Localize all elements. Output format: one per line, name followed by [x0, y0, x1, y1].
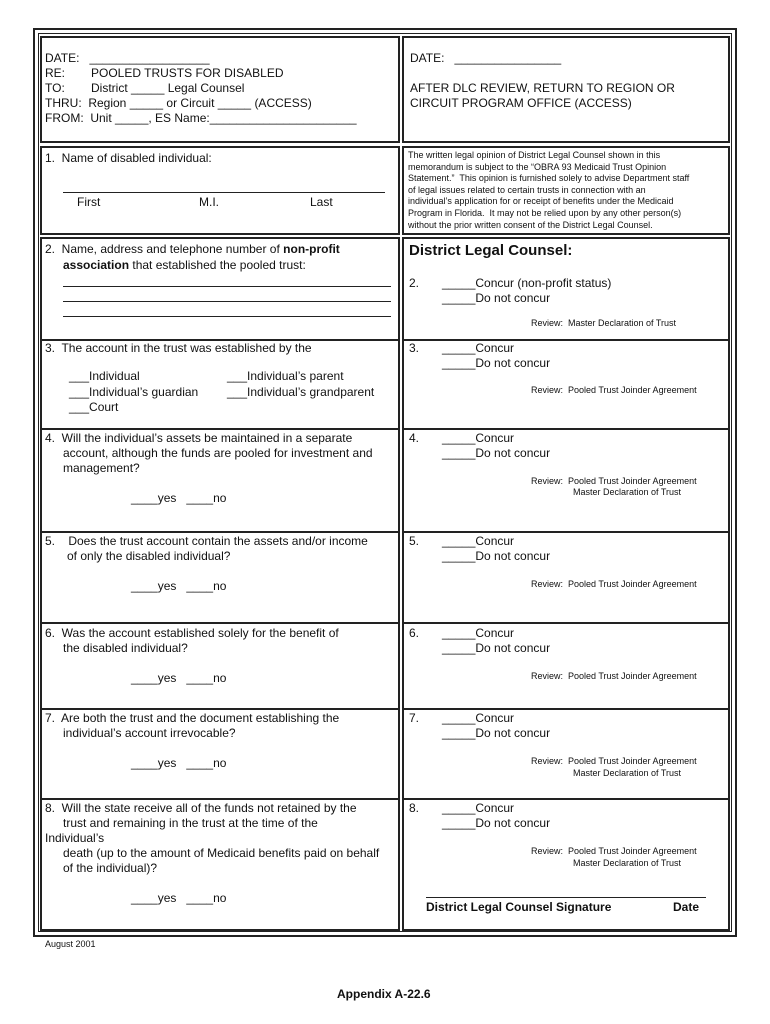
- q3-option: ___Court: [69, 400, 119, 414]
- q5-line2: of only the disabled individual?: [67, 549, 231, 563]
- q8-line1: 8. Will the state receive all of the funds not retained by the: [45, 801, 357, 815]
- r6-concur: _____Concur: [442, 626, 515, 640]
- r5-num: 5.: [409, 534, 420, 548]
- r3-num: 3.: [409, 341, 420, 355]
- disclaimer-line: The written legal opinion of District Legal Counsel shown in this: [408, 150, 661, 160]
- r4-review-2: Master Declaration of Trust: [573, 487, 682, 497]
- q8-line4: death (up to the amount of Medicaid benefits paid on behalf: [63, 846, 380, 860]
- q6-line2: the disabled individual?: [63, 641, 188, 655]
- disclaimer-line: memorandum is subject to the “OBRA 93 Medicaid Trust Opinion: [408, 162, 667, 172]
- q3-text: 3. The account in the trust was established by the: [45, 341, 312, 355]
- r4-num: 4.: [409, 431, 420, 445]
- return-instruction-line2: CIRCUIT PROGRAM OFFICE (ACCESS): [410, 96, 632, 110]
- row-divider: [402, 531, 730, 533]
- row-divider: [402, 428, 730, 430]
- row-divider: [402, 798, 730, 800]
- q2-answer-line: [63, 316, 391, 317]
- q8-line5: of the individual)?: [63, 861, 158, 875]
- header-to-value: District _____ Legal Counsel: [91, 81, 245, 95]
- r6-not-concur: _____Do not concur: [442, 641, 551, 655]
- appendix-label: Appendix A-22.6: [337, 987, 431, 1001]
- q2-answer-line: [63, 301, 391, 302]
- r8-not-concur: _____Do not concur: [442, 816, 551, 830]
- header-right-date: DATE: ________________: [410, 51, 562, 65]
- row-divider: [40, 531, 400, 533]
- r4-review: Review: Pooled Trust Joinder Agreement: [531, 476, 697, 486]
- r7-review: Review: Pooled Trust Joinder Agreement: [531, 756, 697, 766]
- r8-review: Review: Pooled Trust Joinder Agreement: [531, 846, 697, 856]
- r4-not-concur: _____Do not concur: [442, 446, 551, 460]
- footer-date: August 2001: [45, 939, 96, 949]
- q5-yes-no: ____yes ____no: [131, 579, 227, 593]
- q4-yes-no: ____yes ____no: [131, 491, 227, 505]
- q7-line1: 7. Are both the trust and the document establishing the: [45, 711, 340, 725]
- q8-line3: Individual’s: [45, 831, 105, 845]
- r2-concur: _____Concur (non-profit status): [442, 276, 612, 290]
- mi-label: M.I.: [199, 195, 219, 209]
- header-from: FROM: Unit _____, ES Name:______________________: [45, 111, 357, 125]
- r3-concur: _____Concur: [442, 341, 515, 355]
- q2-line2: association that established the pooled trust:: [63, 258, 306, 272]
- q4-line3: management?: [63, 461, 140, 475]
- r7-num: 7.: [409, 711, 420, 725]
- header-re-value: POOLED TRUSTS FOR DISABLED: [91, 66, 284, 80]
- header-to-label: TO:: [45, 81, 65, 95]
- q3-option: ___Individual’s guardian: [69, 385, 199, 399]
- row-divider: [40, 798, 400, 800]
- row-divider: [40, 428, 400, 430]
- r3-review: Review: Pooled Trust Joinder Agreement: [531, 385, 697, 395]
- r5-not-concur: _____Do not concur: [442, 549, 551, 563]
- q7-line2: individual’s account irrevocable?: [63, 726, 236, 740]
- r2-num: 2.: [409, 276, 420, 290]
- header-re-label: RE:: [45, 66, 66, 80]
- q3-option: ___Individual’s parent: [227, 369, 344, 383]
- q8-line2: trust and remaining in the trust at the time of the: [63, 816, 318, 830]
- r2-not-concur: _____Do not concur: [442, 291, 551, 305]
- disclaimer-line: individual’s application for or receipt of benefits under the Medicaid: [408, 196, 674, 206]
- q3-option: ___Individual: [69, 369, 140, 383]
- row-divider: [40, 708, 400, 710]
- signature-label: District Legal Counsel Signature: [426, 900, 612, 914]
- q2-answer-line: [63, 286, 391, 287]
- r8-num: 8.: [409, 801, 420, 815]
- r5-concur: _____Concur: [442, 534, 515, 548]
- header-date: DATE: __________________: [45, 51, 210, 65]
- q1-text: 1. Name of disabled individual:: [45, 151, 212, 165]
- r7-not-concur: _____Do not concur: [442, 726, 551, 740]
- q6-line1: 6. Was the account established solely for the benefit of: [45, 626, 339, 640]
- header-thru: THRU: Region _____ or Circuit _____ (ACCESS): [45, 96, 312, 110]
- r8-review-2: Master Declaration of Trust: [573, 858, 682, 868]
- r8-concur: _____Concur: [442, 801, 515, 815]
- r5-review: Review: Pooled Trust Joinder Agreement: [531, 579, 697, 589]
- r6-num: 6.: [409, 626, 420, 640]
- signature-date-label: Date: [673, 900, 700, 914]
- disclaimer-line: of legal issues related to certain trusts in connection with an: [408, 185, 646, 195]
- disclaimer-line: Program in Florida. It may not be relied upon by any other person(s): [408, 208, 682, 218]
- last-label: Last: [310, 195, 333, 209]
- r6-review: Review: Pooled Trust Joinder Agreement: [531, 671, 697, 681]
- row-divider: [402, 622, 730, 624]
- q5-line1: 5. Does the trust account contain the assets and/or income: [45, 534, 368, 548]
- disclaimer-line: without the prior written consent of the District Legal Counsel.: [408, 220, 653, 230]
- r7-review-2: Master Declaration of Trust: [573, 768, 682, 778]
- q4-line2: account, although the funds are pooled for investment and: [63, 446, 373, 460]
- name-line: [63, 192, 385, 193]
- q4-line1: 4. Will the individual’s assets be maintained in a separate: [45, 431, 353, 445]
- q6-yes-no: ____yes ____no: [131, 671, 227, 685]
- q7-yes-no: ____yes ____no: [131, 756, 227, 770]
- row-divider: [40, 622, 400, 624]
- first-label: First: [77, 195, 101, 209]
- r2-review: Review: Master Declaration of Trust: [531, 318, 677, 328]
- q3-option: ___Individual’s grandparent: [227, 385, 375, 399]
- r7-concur: _____Concur: [442, 711, 515, 725]
- q2-line1: 2. Name, address and telephone number of non-profit: [45, 242, 340, 256]
- dlc-title: District Legal Counsel:: [409, 242, 573, 259]
- q8-yes-no: ____yes ____no: [131, 891, 227, 905]
- signature-line: [426, 897, 706, 898]
- return-instruction-line1: AFTER DLC REVIEW, RETURN TO REGION OR: [410, 81, 675, 95]
- row-divider: [402, 708, 730, 710]
- r4-concur: _____Concur: [442, 431, 515, 445]
- r3-not-concur: _____Do not concur: [442, 356, 551, 370]
- disclaimer-line: Statement.” This opinion is furnished solely to advise Department staff: [408, 173, 690, 183]
